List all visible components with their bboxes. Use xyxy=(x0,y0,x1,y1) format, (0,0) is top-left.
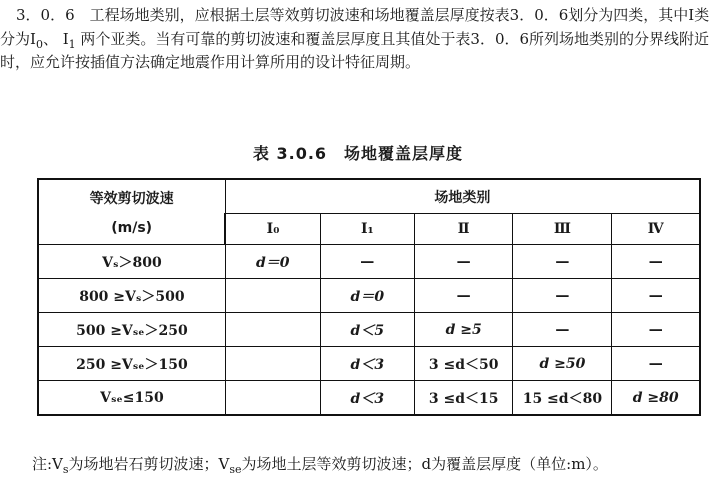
table-caption: 表 3.0.6 场地覆盖层厚度 xyxy=(252,144,464,163)
clause-text-part1: 工程场地类别，应根据土层等效剪切波速和场地覆盖层厚度按表3．0．6划分为四类，其中Ⅰ类分为Ⅰ xyxy=(0,6,710,48)
speed-cell: 500 ≥Vₛₑ＞250 xyxy=(38,313,225,347)
thickness-cell: d＝0 xyxy=(320,279,414,313)
table-row xyxy=(38,279,700,313)
thickness-cell: d ≥5 xyxy=(414,313,512,347)
header-speed-label: 等效剪切波速 xyxy=(89,191,174,207)
subscript-0: 0 xyxy=(35,37,43,51)
speed-cell: Vₛ＞800 xyxy=(38,245,225,279)
thickness-cell: d ≥50 xyxy=(513,347,612,381)
thickness-cell: d＜3 xyxy=(320,347,414,381)
thickness-cell: d＜3 xyxy=(320,381,414,416)
thickness-cell: — xyxy=(513,313,612,347)
thickness-cell: d ≥80 xyxy=(612,381,700,416)
table-header-row xyxy=(38,179,700,214)
header-speed-unit: (m/s) xyxy=(111,220,153,236)
thickness-cell: 3 ≤d＜15 xyxy=(414,381,512,416)
header-shear-wave-speed xyxy=(38,179,225,245)
note-text-mid: 为场地岩石剪切波速；V xyxy=(68,455,230,473)
thickness-cell: — xyxy=(612,245,700,279)
note-subscript-se: se xyxy=(229,463,242,476)
thickness-cell xyxy=(225,347,320,381)
table-row xyxy=(38,347,700,381)
thickness-cell: — xyxy=(513,245,612,279)
class-III: Ⅲ xyxy=(513,214,612,245)
thickness-cell: — xyxy=(612,279,700,313)
thickness-cell xyxy=(225,313,320,347)
thickness-cell: — xyxy=(513,279,612,313)
clause-text-part2: 、 Ⅰ xyxy=(42,29,69,48)
thickness-cell: — xyxy=(612,313,700,347)
note-prefix: 注:V xyxy=(32,455,63,473)
speed-cell: 800 ≥Vₛ＞500 xyxy=(38,279,225,313)
thickness-cell xyxy=(225,279,320,313)
speed-cell: Vₛₑ≤150 xyxy=(38,381,225,416)
header-site-class: 场地类别 xyxy=(225,179,700,214)
speed-cell: 250 ≥Vₛₑ＞150 xyxy=(38,347,225,381)
table-row xyxy=(38,381,700,416)
thickness-cell: — xyxy=(414,245,512,279)
clause-text-part3: 两个亚类。当有可靠的剪切波速和覆盖层厚度且其值处于表3．0．6所列场地类别的分界线附近时，应允许按插值方法确定地震作用计算所用的设计特征周期。 xyxy=(0,29,710,71)
thickness-cell xyxy=(225,381,320,416)
table-row xyxy=(38,245,700,279)
table-row xyxy=(38,313,700,347)
note-text-end: 为场地土层等效剪切波速；d为覆盖层厚度（单位:m）。 xyxy=(241,455,608,473)
class-IV: Ⅳ xyxy=(612,214,700,245)
thickness-cell: 15 ≤d＜80 xyxy=(513,381,612,416)
thickness-cell: — xyxy=(414,279,512,313)
table-note xyxy=(0,453,712,476)
note-subscript-s: s xyxy=(62,463,69,476)
clause-paragraph xyxy=(0,4,712,75)
class-II: Ⅱ xyxy=(414,214,512,245)
thickness-cell: d＜5 xyxy=(320,313,414,347)
thickness-cell: d＝0 xyxy=(225,245,320,279)
thickness-cell: — xyxy=(320,245,414,279)
site-class-table xyxy=(37,178,701,416)
thickness-cell: 3 ≤d＜50 xyxy=(414,347,512,381)
subscript-1: 1 xyxy=(68,37,76,51)
class-I0: Ⅰ₀ xyxy=(225,214,320,245)
class-I1: Ⅰ₁ xyxy=(320,214,414,245)
thickness-cell: — xyxy=(612,347,700,381)
clause-number: 3．0．6 xyxy=(16,6,75,24)
